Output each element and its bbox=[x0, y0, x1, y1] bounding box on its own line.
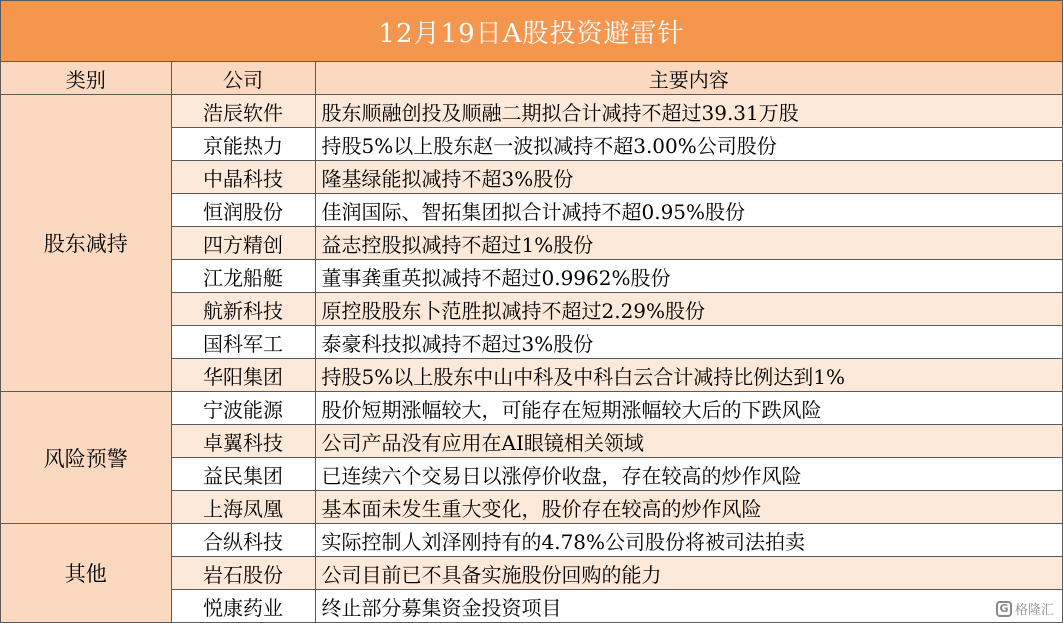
company-cell: 江龙船艇 bbox=[171, 260, 315, 293]
table-row bbox=[1, 524, 1062, 557]
content-cell: 董事龚重英拟减持不超过0.9962%股份 bbox=[315, 260, 1062, 293]
company-cell: 华阳集团 bbox=[171, 359, 315, 392]
company-cell: 恒润股份 bbox=[171, 194, 315, 227]
header-content: 主要内容 bbox=[315, 62, 1062, 95]
page-title: 12月19日A股投资避雷针 bbox=[1, 1, 1062, 62]
lightning-rod-table bbox=[1, 62, 1062, 623]
content-cell: 公司产品没有应用在AI眼镜相关领域 bbox=[315, 425, 1062, 458]
table-header-row bbox=[1, 62, 1062, 95]
content-cell: 基本面未发生重大变化，股价存在较高的炒作风险 bbox=[315, 491, 1062, 524]
company-cell: 悦康药业 bbox=[171, 590, 315, 623]
company-cell: 国科军工 bbox=[171, 326, 315, 359]
company-cell: 浩辰软件 bbox=[171, 95, 315, 128]
company-cell: 益民集团 bbox=[171, 458, 315, 491]
content-cell: 泰豪科技拟减持不超过3%股份 bbox=[315, 326, 1062, 359]
company-cell: 航新科技 bbox=[171, 293, 315, 326]
gelonghui-logo-icon: G bbox=[996, 601, 1012, 617]
content-cell: 已连续六个交易日以涨停价收盘，存在较高的炒作风险 bbox=[315, 458, 1062, 491]
content-cell: 原控股股东卜范胜拟减持不超过2.29%股份 bbox=[315, 293, 1062, 326]
category-cell: 其他 bbox=[1, 524, 171, 623]
content-cell: 持股5%以上股东赵一波拟减持不超3.00%公司股份 bbox=[315, 128, 1062, 161]
content-cell: 终止部分募集资金投资项目 bbox=[315, 590, 1062, 623]
table-body bbox=[1, 95, 1062, 623]
company-cell: 岩石股份 bbox=[171, 557, 315, 590]
watermark-logo bbox=[996, 599, 1054, 618]
company-cell: 中晶科技 bbox=[171, 161, 315, 194]
company-cell: 卓翼科技 bbox=[171, 425, 315, 458]
content-cell: 持股5%以上股东中山中科及中科白云合计减持比例达到1% bbox=[315, 359, 1062, 392]
content-cell: 实际控制人刘泽刚持有的4.78%公司股份将被司法拍卖 bbox=[315, 524, 1062, 557]
content-cell: 隆基绿能拟减持不超3%股份 bbox=[315, 161, 1062, 194]
content-cell: 股价短期涨幅较大，可能存在短期涨幅较大后的下跌风险 bbox=[315, 392, 1062, 425]
watermark-text: 格隆汇 bbox=[1014, 603, 1054, 618]
company-cell: 宁波能源 bbox=[171, 392, 315, 425]
header-category: 类别 bbox=[1, 62, 171, 95]
table-row bbox=[1, 392, 1062, 425]
company-cell: 上海凤凰 bbox=[171, 491, 315, 524]
table-row bbox=[1, 95, 1062, 128]
category-cell: 股东减持 bbox=[1, 95, 171, 392]
company-cell: 京能热力 bbox=[171, 128, 315, 161]
company-cell: 合纵科技 bbox=[171, 524, 315, 557]
content-cell: 公司目前已不具备实施股份回购的能力 bbox=[315, 557, 1062, 590]
header-company: 公司 bbox=[171, 62, 315, 95]
category-cell: 风险预警 bbox=[1, 392, 171, 524]
content-cell: 益志控股拟减持不超过1%股份 bbox=[315, 227, 1062, 260]
company-cell: 四方精创 bbox=[171, 227, 315, 260]
content-cell: 股东顺融创投及顺融二期拟合计减持不超过39.31万股 bbox=[315, 95, 1062, 128]
content-cell: 佳润国际、智拓集团拟合计减持不超0.95%股份 bbox=[315, 194, 1062, 227]
